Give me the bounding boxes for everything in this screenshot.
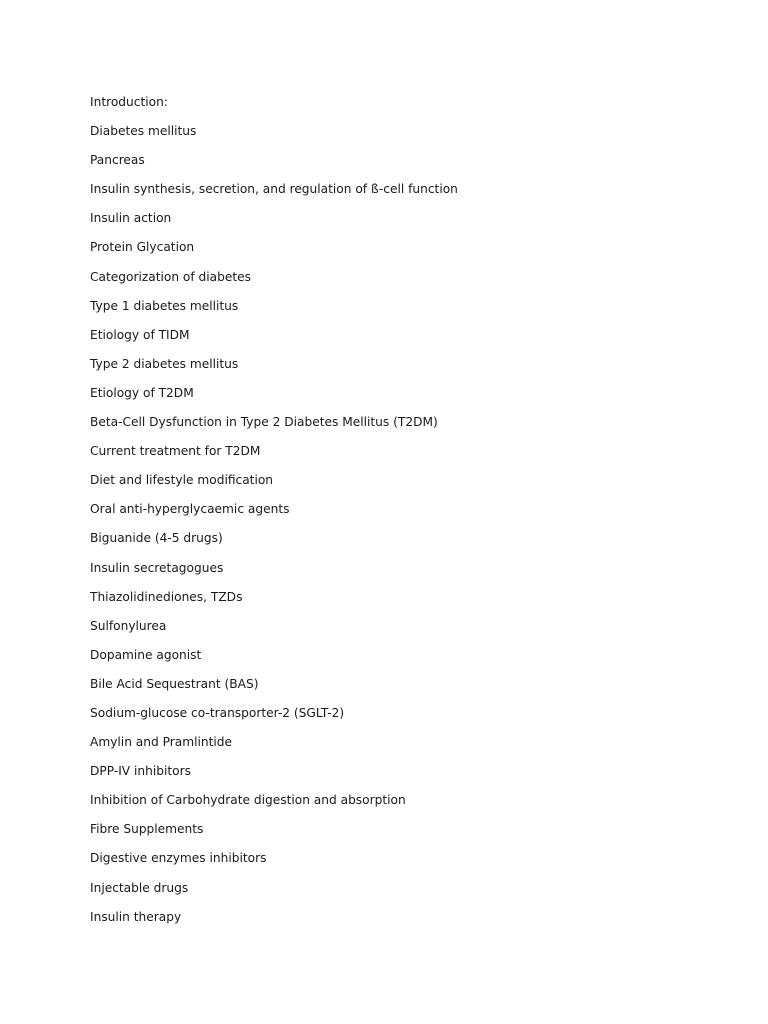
outline-item: Inhibition of Carbohydrate digestion and absorption bbox=[90, 793, 406, 808]
outline-item: Amylin and Pramlintide bbox=[90, 735, 232, 750]
outline-item: Categorization of diabetes bbox=[90, 269, 252, 284]
outline-item: Etiology of TIDM bbox=[90, 327, 190, 342]
outline-item: Sulfonylurea bbox=[90, 618, 167, 633]
outline-item: Insulin synthesis, secretion, and regulation of ß-cell function bbox=[90, 182, 458, 197]
outline-item: Biguanide (4-5 drugs) bbox=[90, 531, 223, 546]
outline-item: Insulin action bbox=[90, 211, 172, 226]
outline-item: Beta-Cell Dysfunction in Type 2 Diabetes Mellitus (T2DM) bbox=[90, 415, 438, 430]
outline-item: Bile Acid Sequestrant (BAS) bbox=[90, 676, 259, 691]
outline-item: Thiazolidinediones, TZDs bbox=[90, 589, 243, 604]
outline-item: Protein Glycation bbox=[90, 240, 195, 255]
outline-item: Pancreas bbox=[90, 153, 145, 168]
outline-item: Current treatment for T2DM bbox=[90, 444, 261, 459]
outline-item: Insulin therapy bbox=[90, 909, 182, 924]
outline-item: Diet and lifestyle modification bbox=[90, 473, 274, 488]
outline-item: Introduction: bbox=[90, 95, 168, 109]
outline-item: Type 1 diabetes mellitus bbox=[90, 298, 239, 313]
outline-item: Injectable drugs bbox=[90, 880, 189, 895]
outline-item: Sodium-glucose co-transporter-2 (SGLT-2) bbox=[90, 705, 345, 720]
outline-item: Dopamine agonist bbox=[90, 647, 202, 662]
outline-item: Insulin secretagogues bbox=[90, 560, 224, 575]
outline-item: Etiology of T2DM bbox=[90, 385, 194, 400]
outline-list bbox=[90, 93, 458, 937]
outline-item: Type 2 diabetes mellitus bbox=[90, 356, 239, 371]
outline-item: Digestive enzymes inhibitors bbox=[90, 851, 267, 866]
outline-item: Oral anti-hyperglycaemic agents bbox=[90, 502, 290, 517]
outline-item: DPP-IV inhibitors bbox=[90, 764, 191, 779]
outline-item: Fibre Supplements bbox=[90, 822, 204, 837]
outline-item: Diabetes mellitus bbox=[90, 124, 197, 139]
